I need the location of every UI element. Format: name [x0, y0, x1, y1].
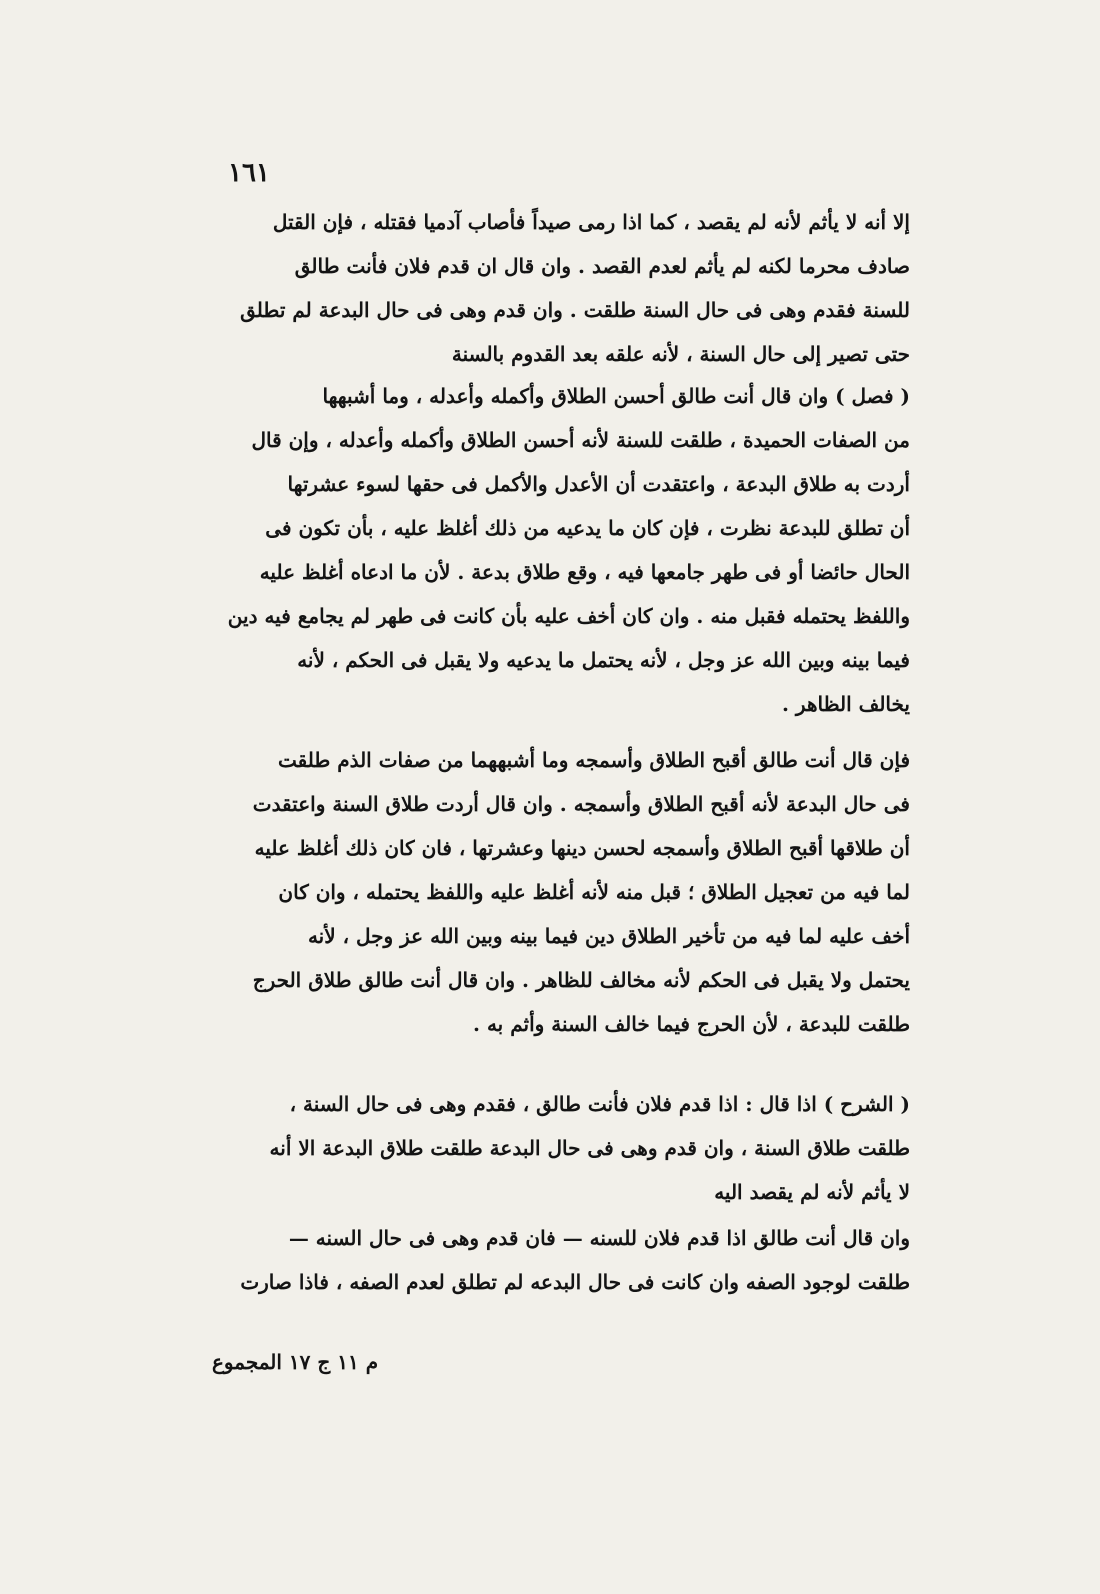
text-line: لما فيه من تعجيل الطلاق ؛ قبل منه لأنه أغلظ عليه واللفظ يحتمله ، وان كان [278, 880, 910, 904]
text-line: ( فصل ) وان قال أنت طالق أحسن الطلاق وأكمله وأعدله ، وما أشبهها [322, 384, 910, 408]
paragraph-sharh [188, 1082, 910, 1214]
text-line: لا يأثم لأنه لم يقصد اليه [714, 1180, 910, 1204]
page-number: ١٦١ [228, 158, 270, 188]
text-line: فى حال البدعة لأنه أقبح الطلاق وأسمجه . وان قال أردت طلاق السنة واعتقدت [252, 792, 910, 816]
text-line: طلقت طلاق السنة ، وان قدم وهى فى حال البدعة طلقت طلاق البدعة الا أنه [269, 1136, 910, 1160]
text-line: ( الشرح ) اذا قال : اذا قدم فلان فأنت طالق ، فقدم وهى فى حال السنة ، [289, 1092, 910, 1116]
footer-signature: م ١١ ج ١٧ المجموع [212, 1350, 379, 1374]
text-line: طلقت للبدعة ، لأن الحرج فيما خالف السنة وأثم به . [473, 1012, 910, 1036]
text-line: فيما بينه وبين الله عز وجل ، لأنه يحتمل ما يدعيه ولا يقبل فى الحكم ، لأنه [297, 648, 910, 672]
text-line: وان قال أنت طالق اذا قدم فلان للسنه — فان قدم وهى فى حال السنه — [288, 1226, 910, 1250]
paragraph-continuation [188, 200, 910, 376]
text-line: إلا أنه لا يأثم لأنه لم يقصد ، كما اذا رمى صيداً فأصاب آدميا فقتله ، فإن القتل [272, 210, 910, 234]
text-line: أن تطلق للبدعة نظرت ، فإن كان ما يدعيه من ذلك أغلظ عليه ، بأن تكون فى [265, 516, 910, 540]
paragraph-sharh-continued [188, 1216, 910, 1304]
text-line: للسنة فقدم وهى فى حال السنة طلقت . وان قدم وهى فى حال البدعة لم تطلق [240, 298, 910, 322]
paragraph-fasl [188, 374, 910, 726]
paragraph-second-case [188, 738, 910, 1046]
text-line: واللفظ يحتمله فقبل منه . وان كان أخف عليه بأن كانت فى طهر لم يجامع فيه دين [227, 604, 910, 628]
text-line: أن طلاقها أقبح الطلاق وأسمجه لحسن دينها وعشرتها ، فان كان ذلك أغلظ عليه [254, 836, 910, 860]
text-line: فإن قال أنت طالق أقبح الطلاق وأسمجه وما أشبههما من صفات الذم طلقت [277, 748, 910, 772]
text-line: طلقت لوجود الصفه وان كانت فى حال البدعه لم تطلق لعدم الصفه ، فاذا صارت [240, 1270, 910, 1294]
text-line: أخف عليه لما فيه من تأخير الطلاق دين فيما بينه وبين الله عز وجل ، لأنه [307, 924, 910, 948]
text-line: حتى تصير إلى حال السنة ، لأنه علقه بعد القدوم بالسنة [451, 342, 910, 366]
text-line: يحتمل ولا يقبل فى الحكم لأنه مخالف للظاهر . وان قال أنت طالق طلاق الحرج [252, 968, 910, 992]
text-line: أردت به طلاق البدعة ، واعتقدت أن الأعدل والأكمل فى حقها لسوء عشرتها [287, 472, 910, 496]
text-line: من الصفات الحميدة ، طلقت للسنة لأنه أحسن الطلاق وأكمله وأعدله ، وإن قال [251, 428, 910, 452]
text-line: صادف محرما لكنه لم يأثم لعدم القصد . وان قال ان قدم فلان فأنت طالق [294, 254, 910, 278]
text-line: الحال حائضا أو فى طهر جامعها فيه ، وقع طلاق بدعة . لأن ما ادعاه أغلظ عليه [259, 560, 910, 584]
text-line: يخالف الظاهر . [782, 692, 910, 716]
